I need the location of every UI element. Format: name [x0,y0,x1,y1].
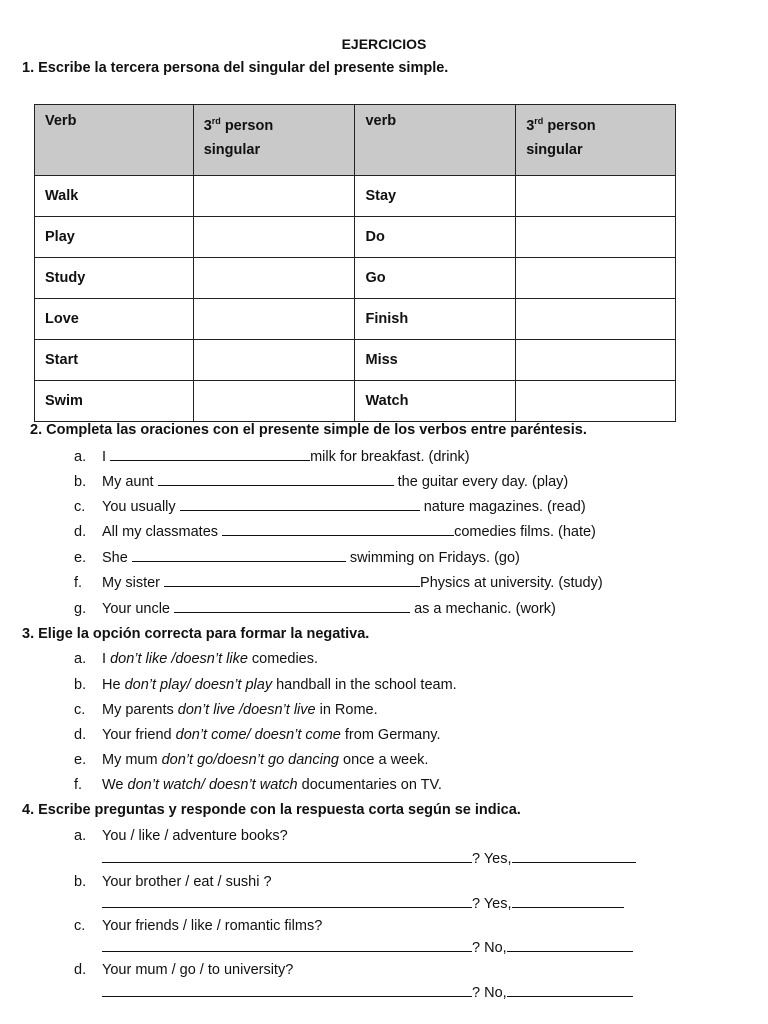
answer-line: ? Yes, [102,896,624,912]
answer-cell[interactable] [193,176,355,217]
answer-cell[interactable] [193,299,355,340]
answer-line: ? Yes, [102,851,636,867]
answer-blank[interactable] [222,524,454,536]
table-row [35,258,676,299]
header-verb-1: Verb [35,105,194,176]
answer-blank[interactable] [174,601,410,613]
verb-cell: Study [35,258,194,299]
answer-cell[interactable] [193,381,355,422]
question-blank[interactable] [102,985,472,997]
worksheet-title: EJERCICIOS [341,36,427,52]
answer-cell[interactable] [516,258,676,299]
verb-cell: Watch [355,381,516,422]
answer-blank[interactable] [164,575,420,587]
verb-cell: Swim [35,381,194,422]
verb-cell: Love [35,299,194,340]
answer-line: ? No, [102,940,633,956]
short-answer-blank[interactable] [507,940,633,952]
question-prompt: a. You / like / adventure books? [74,828,288,844]
section-1-heading: 1. Escribe la tercera persona del singular del presente simple. [22,60,449,76]
question-prompt: d. Your mum / go / to university? [74,962,294,978]
answer-line: ? No, [102,985,633,1001]
verb-table-header-row [35,105,676,176]
table-row [35,217,676,258]
verb-cell: Stay [355,176,516,217]
header-verb-2: verb [355,105,516,176]
table-row [35,381,676,422]
fill-item: c. You usually nature magazines. (read) [74,499,586,515]
question-blank[interactable] [102,851,472,863]
fill-item: b. My aunt the guitar every day. (play) [74,474,569,490]
choice-options[interactable]: don’t go/doesn’t go dancing [161,752,339,768]
answer-cell[interactable] [516,340,676,381]
verb-cell: Do [355,217,516,258]
answer-cell[interactable] [516,299,676,340]
choice-options[interactable]: don’t play/ doesn’t play [124,677,273,693]
answer-blank[interactable] [180,499,420,511]
choice-item: f. We don’t watch/ doesn’t watch documentaries on TV. [74,777,442,793]
answer-cell[interactable] [193,217,355,258]
table-row [35,299,676,340]
choice-item: a. I don’t like /doesn’t like comedies. [74,651,319,667]
short-answer-blank[interactable] [512,896,624,908]
section-2-heading: 2. Completa las oraciones con el presente simple de los verbos entre paréntesis. [30,422,587,438]
choice-options[interactable]: don’t like /doesn’t like [110,651,248,667]
table-row [35,340,676,381]
fill-item: a. I milk for breakfast. (drink) [74,449,470,465]
answer-cell[interactable] [516,381,676,422]
question-blank[interactable] [102,940,472,952]
verb-cell: Finish [355,299,516,340]
header-person-2: 3rd person singular [516,105,676,176]
verb-cell: Go [355,258,516,299]
fill-item: g. Your uncle as a mechanic. (work) [74,601,556,617]
choice-options[interactable]: don’t live /doesn’t live [177,702,316,718]
answer-cell[interactable] [516,217,676,258]
short-answer-blank[interactable] [507,985,633,997]
verb-cell: Play [35,217,194,258]
choice-item: b. He don’t play/ doesn’t play handball in the school team. [74,677,457,693]
fill-item: f. My sister Physics at university. (study) [74,575,603,591]
section-4-heading: 4. Escribe preguntas y responde con la respuesta corta según se indica. [22,802,521,818]
question-prompt: b. Your brother / eat / sushi ? [74,874,272,890]
section-3-heading: 3. Elige la opción correcta para formar la negativa. [22,626,370,642]
choice-options[interactable]: don’t watch/ doesn’t watch [127,777,298,793]
fill-item: e. She swimming on Fridays. (go) [74,550,520,566]
choice-options[interactable]: don’t come/ doesn’t come [175,727,341,743]
answer-cell[interactable] [193,340,355,381]
answer-blank[interactable] [110,449,310,461]
short-answer-blank[interactable] [512,851,636,863]
answer-cell[interactable] [516,176,676,217]
choice-item: c. My parents don’t live /doesn’t live in Rome. [74,702,378,718]
verb-cell: Miss [355,340,516,381]
verb-cell: Start [35,340,194,381]
verb-table [34,104,676,422]
choice-item: d. Your friend don’t come/ doesn’t come from Germany. [74,727,441,743]
header-person-1: 3rd person singular [193,105,355,176]
answer-cell[interactable] [193,258,355,299]
verb-cell: Walk [35,176,194,217]
question-prompt: c. Your friends / like / romantic films? [74,918,323,934]
choice-item: e. My mum don’t go/doesn’t go dancing once a week. [74,752,429,768]
answer-blank[interactable] [158,474,394,486]
question-blank[interactable] [102,896,472,908]
fill-item: d. All my classmates comedies films. (hate) [74,524,596,540]
answer-blank[interactable] [132,550,346,562]
table-row [35,176,676,217]
